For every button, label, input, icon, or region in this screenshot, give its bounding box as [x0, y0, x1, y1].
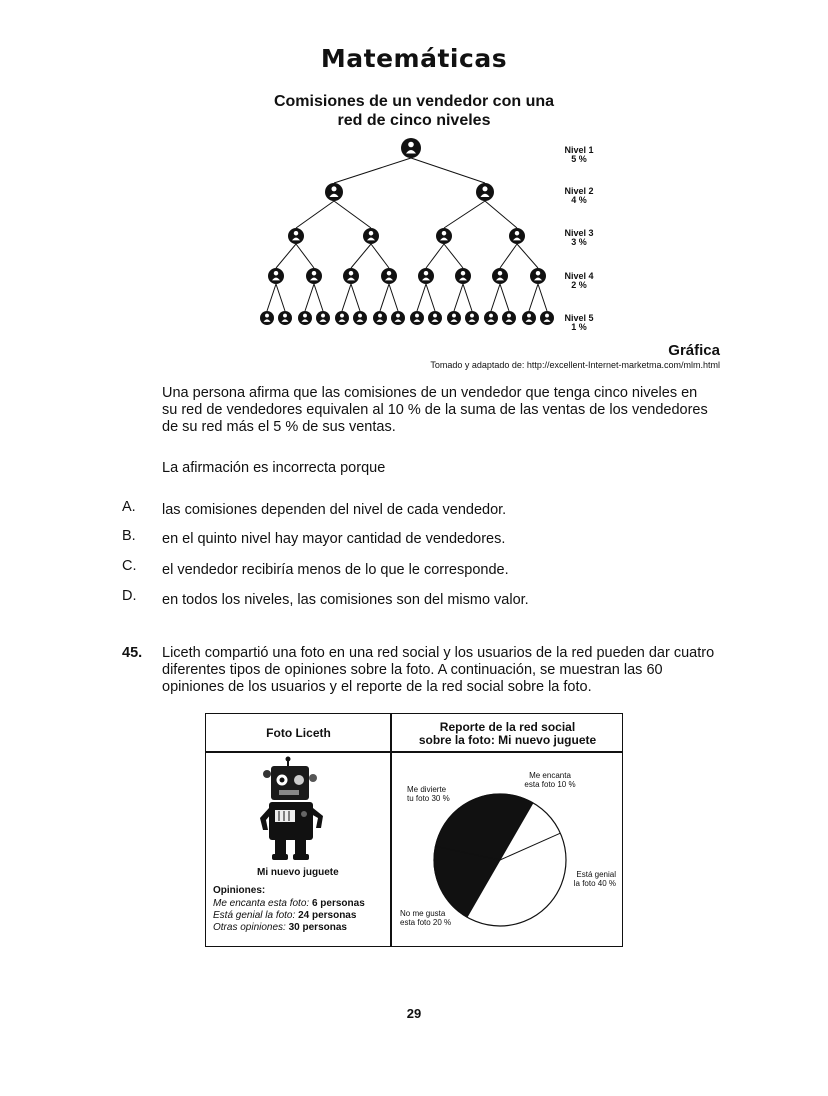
- option-a-text[interactable]: las comisiones dependen del nivel de cada vendedor.: [162, 502, 507, 518]
- seller-node-icon: [288, 228, 304, 244]
- network-link: [444, 244, 463, 268]
- option-a-letter: A.: [122, 499, 136, 515]
- seller-node-icon: [316, 311, 330, 325]
- seller-node-icon: [410, 311, 424, 325]
- seller-node-icon: [476, 183, 494, 201]
- seller-node-icon: [492, 268, 508, 284]
- seller-node-icon: [509, 228, 525, 244]
- seller-node-icon: [391, 311, 405, 325]
- figure-source: Tomado y adaptado de: http://excellent-Internet-marketma.com/mlm.html: [430, 360, 720, 370]
- seller-node-icon: [373, 311, 387, 325]
- network-link: [426, 244, 444, 268]
- seller-node-icon: [436, 228, 452, 244]
- pie-label-me-encanta: Me encanta esta foto 10 %: [524, 771, 576, 789]
- network-link: [538, 284, 547, 311]
- question-45-text: Liceth compartió una foto en una red social y los usuarios de la red pueden dar cuatro diferentes tipos de opiniones sobre la foto. A continuación, se muestran las 60 opiniones de los usuarios y el reporte de la red social sobre la foto.: [162, 645, 715, 695]
- level-label-4: Nivel 4 2 %: [564, 271, 594, 290]
- option-d-letter: D.: [122, 588, 137, 604]
- network-link: [267, 284, 276, 311]
- seller-node-icon: [381, 268, 397, 284]
- pie-label-no-me-gusta: No me gusta esta foto 20 %: [400, 909, 452, 927]
- robot-toy-photo: [255, 756, 335, 864]
- network-link: [351, 244, 371, 268]
- seller-node-icon: [306, 268, 322, 284]
- level-label-5: Nivel 5 1 %: [564, 313, 594, 332]
- seller-node-icon: [298, 311, 312, 325]
- seller-node-icon: [465, 311, 479, 325]
- table-header-divider: [205, 751, 623, 753]
- question-45-number: 45.: [122, 645, 143, 661]
- network-link: [334, 158, 411, 183]
- seller-node-icon: [455, 268, 471, 284]
- seller-node-icon: [260, 311, 274, 325]
- option-c-letter: C.: [122, 558, 137, 574]
- page-subject: Matemáticas: [320, 44, 508, 73]
- network-link: [426, 284, 435, 311]
- network-link: [276, 244, 296, 268]
- photo-column-header: Foto Liceth: [266, 726, 331, 740]
- question-44-paragraph: Una persona afirma que las comisiones de un vendedor que tenga cinco niveles en su red de vendedores equivalen al 10 % de la suma de las ventas de los vendedores de su red más el 5 % de sus ventas.: [162, 385, 708, 435]
- option-b-letter: B.: [122, 528, 136, 544]
- seller-node-icon: [335, 311, 349, 325]
- network-link: [389, 284, 398, 311]
- network-link: [463, 284, 472, 311]
- seller-node-icon: [268, 268, 284, 284]
- opinion-row: Está genial la foto: 24 personas: [213, 910, 357, 921]
- network-link: [380, 284, 389, 311]
- level-label-3: Nivel 3 3 %: [564, 228, 594, 247]
- sales-network-tree: [0, 0, 828, 340]
- network-link: [411, 158, 485, 183]
- seller-node-icon: [484, 311, 498, 325]
- network-link: [342, 284, 351, 311]
- network-link: [500, 244, 517, 268]
- figure-title-line1: Comisiones de un vendedor con una: [273, 93, 555, 110]
- network-link: [351, 284, 360, 311]
- seller-node-icon: [418, 268, 434, 284]
- seller-node-icon: [522, 311, 536, 325]
- opinions-title: Opiniones:: [213, 885, 266, 896]
- seller-node-icon: [353, 311, 367, 325]
- seller-node-icon: [540, 311, 554, 325]
- network-link: [371, 244, 389, 268]
- network-link: [305, 284, 314, 311]
- seller-node-icon: [343, 268, 359, 284]
- seller-node-icon: [530, 268, 546, 284]
- opinion-row: Otras opiniones: 30 personas: [213, 922, 347, 933]
- pie-label-me-divierte: Me divierte tu foto 30 %: [407, 785, 450, 803]
- network-link: [517, 244, 538, 268]
- network-link: [417, 284, 426, 311]
- report-column-header: Reporte de la red social sobre la foto: Mi nuevo juguete: [418, 720, 597, 747]
- question-44-stem: La afirmación es incorrecta porque: [162, 460, 386, 476]
- seller-node-icon: [278, 311, 292, 325]
- option-d-text[interactable]: en todos los niveles, las comisiones son del mismo valor.: [162, 592, 529, 608]
- network-link: [444, 201, 485, 228]
- seller-node-icon: [447, 311, 461, 325]
- network-link: [485, 201, 517, 228]
- seller-node-icon: [428, 311, 442, 325]
- network-link: [314, 284, 323, 311]
- seller-node-icon: [363, 228, 379, 244]
- network-link: [334, 201, 371, 228]
- option-c-text[interactable]: el vendedor recibiría menos de lo que le corresponde.: [162, 562, 509, 578]
- figure-title-line2: red de cinco niveles: [337, 112, 491, 129]
- network-link: [454, 284, 463, 311]
- level-label-1: Nivel 1 5 %: [564, 145, 594, 164]
- table-divider: [390, 713, 392, 947]
- photo-caption: Mi nuevo juguete: [257, 867, 339, 878]
- network-link: [500, 284, 509, 311]
- page-number: 29: [406, 1006, 422, 1021]
- network-link: [276, 284, 285, 311]
- level-label-2: Nivel 2 4 %: [564, 186, 594, 205]
- seller-node-icon: [325, 183, 343, 201]
- option-b-text[interactable]: en el quinto nivel hay mayor cantidad de vendedores.: [162, 531, 506, 547]
- network-link: [529, 284, 538, 311]
- network-link: [296, 201, 334, 228]
- network-link: [296, 244, 314, 268]
- network-link: [491, 284, 500, 311]
- figure-caption: Gráfica: [668, 342, 720, 359]
- pie-label-esta-genial: Está genial la foto 40 %: [573, 870, 616, 888]
- opinion-row: Me encanta esta foto: 6 personas: [213, 898, 365, 909]
- seller-node-icon: [502, 311, 516, 325]
- seller-node-icon: [401, 138, 421, 158]
